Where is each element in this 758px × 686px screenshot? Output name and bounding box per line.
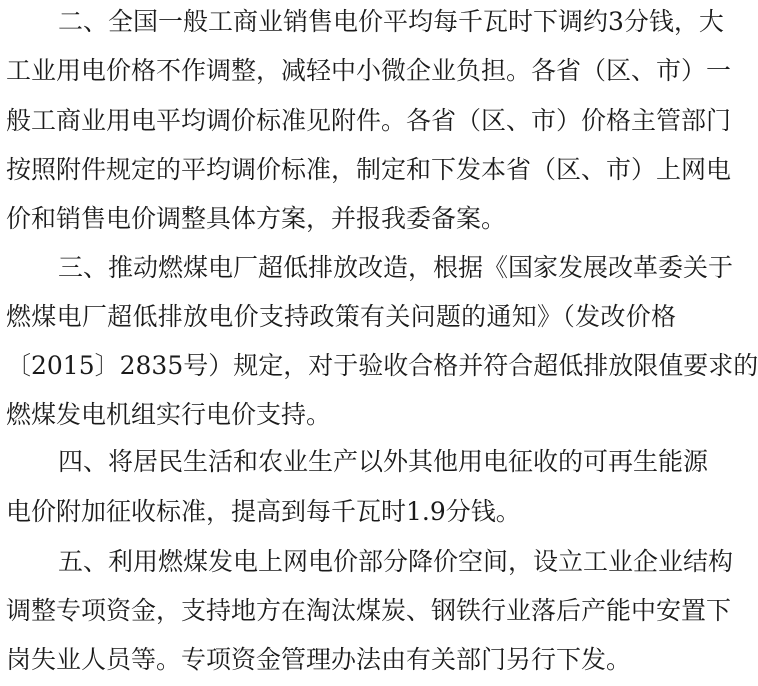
paragraph-4-line-2: 电价附加征收标准，提高到每千瓦时1.9分钱。: [6, 497, 521, 526]
paragraph-4-line-1: 四、将居民生活和农业生产以外其他用电征收的可再生能源: [58, 447, 709, 476]
paragraph-2-line-2: 工业用电价格不作调整，减轻中小微企业负担。各省（区、市）一: [6, 56, 732, 85]
paragraph-5-line-2: 调整专项资金，支持地方在淘汰煤炭、钢铁行业落后产能中安置下: [6, 596, 732, 625]
paragraph-3-line-4: 燃煤发电机组实行电价支持。: [6, 400, 332, 429]
paragraph-3-line-2: 燃煤电厂超低排放电价支持政策有关问题的通知》（发改价格: [6, 302, 676, 331]
paragraph-3-line-3: 〔2015〕2835号）规定，对于验收合格并符合超低排放限值要求的: [6, 351, 758, 380]
paragraph-2-line-1: 二、全国一般工商业销售电价平均每千瓦时下调约3分钱，大: [58, 7, 724, 36]
paragraph-5-line-3: 岗失业人员等。专项资金管理办法由有关部门另行下发。: [6, 645, 632, 674]
paragraph-2-line-3: 般工商业用电平均调价标准见附件。各省（区、市）价格主管部门: [6, 106, 732, 135]
paragraph-5-line-1: 五、利用燃煤发电上网电价部分降价空间，设立工业企业结构: [58, 547, 734, 576]
paragraph-2-line-5: 价和销售电价调整具体方案，并报我委备案。: [6, 204, 507, 233]
paragraph-2-line-4: 按照附件规定的平均调价标准，制定和下发本省（区、市）上网电: [6, 155, 732, 184]
paragraph-3-line-1: 三、推动燃煤电厂超低排放改造，根据《国家发展改革委关于: [58, 253, 734, 282]
